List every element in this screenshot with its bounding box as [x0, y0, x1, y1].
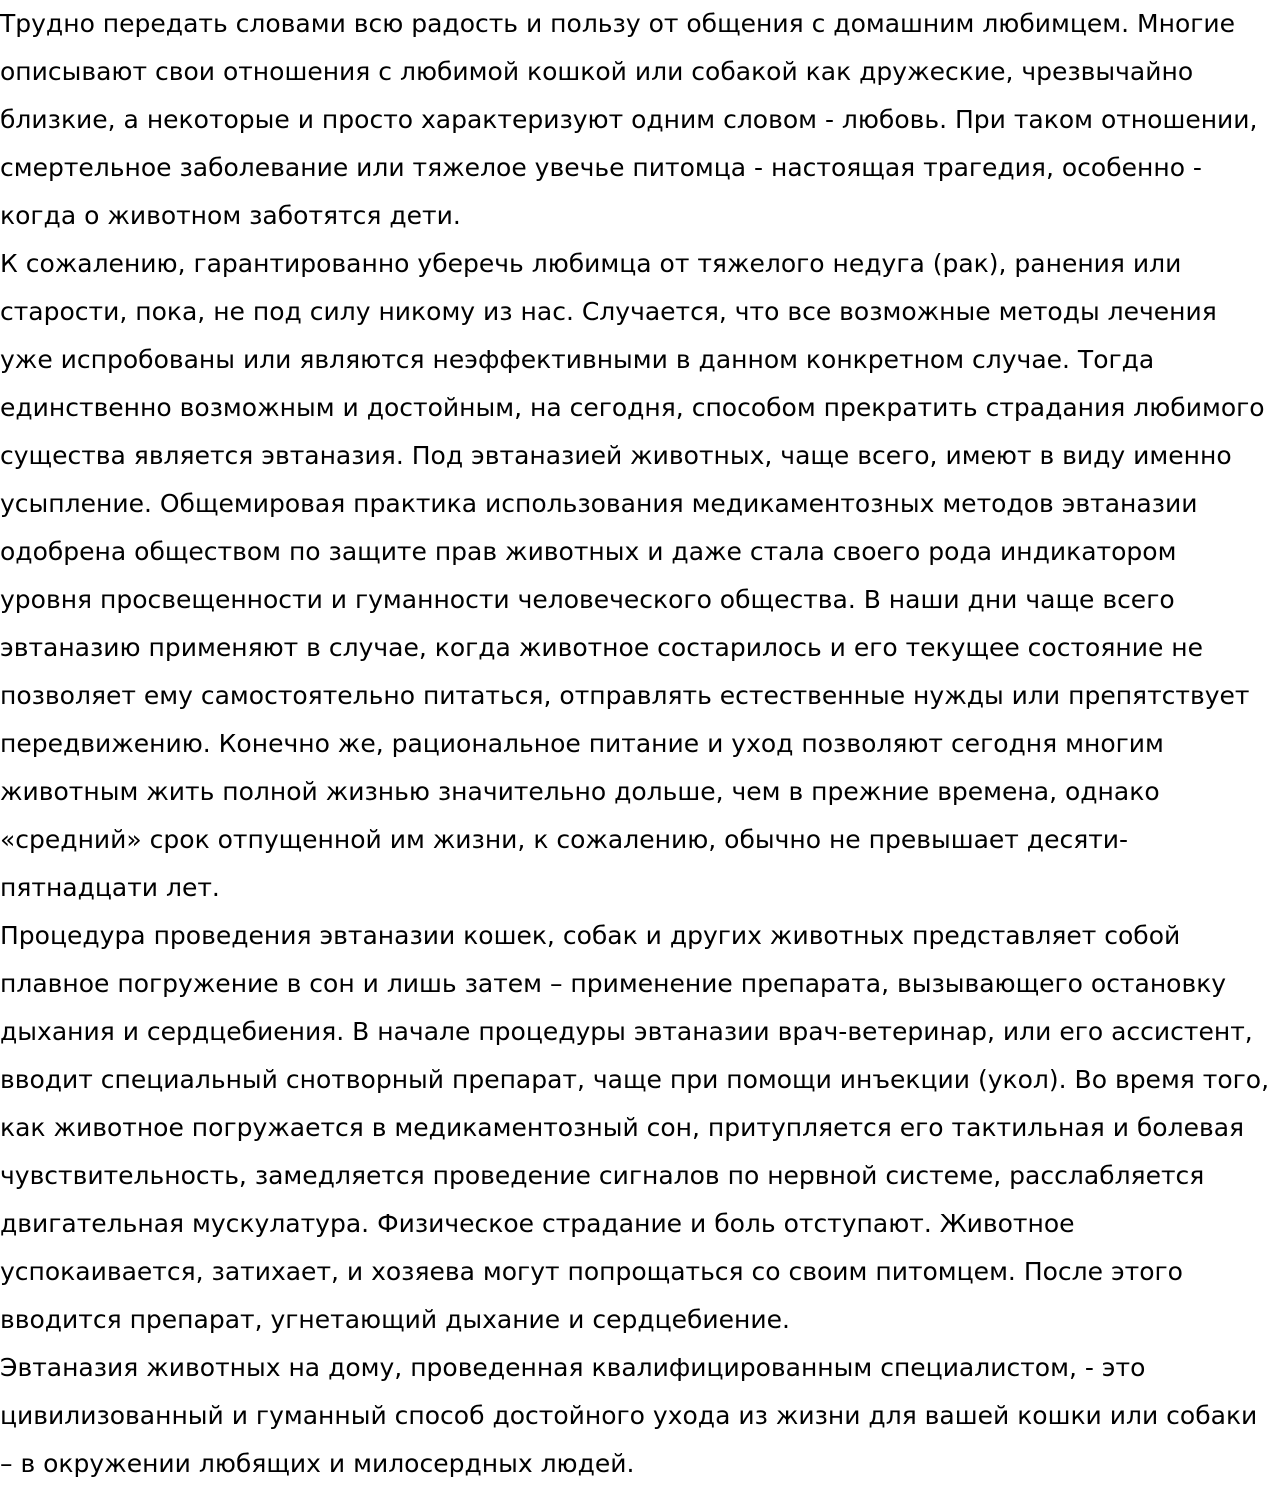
paragraph-conclusion: Эвтаназия животных на дому, проведенная квалифицированным специалистом, - это цивилизованный и гуманный способ достойного ухода из жизни для вашей кошки или собаки – в окружении любящих и милосердных людей.: [0, 1353, 1258, 1478]
paragraph-intro: Трудно передать словами всю радость и пользу от общения с домашним любимцем. Многие описывают свои отношения с любимой кошкой или собакой как дружеские, чрезвычайно близкие, а некоторые и просто характеризуют одним словом - любовь. При таком отношении, смертельное заболевание или тяжелое увечье питомца - настоящая трагедия, особенно - когда о животном заботятся дети.: [0, 9, 1258, 230]
paragraph-euthanasia-reasons: К сожалению, гарантированно уберечь любимца от тяжелого недуга (рак), ранения или старости, пока, не под силу никому из нас. Случается, что все возможные методы лечения уже испробованы или являются неэффективными в данном конкретном случае. Тогда единственно возможным и достойным, на сегодня, способом прекратить страдания любимого существа является эвтаназия. Под эвтаназией животных, чаще всего, имеют в виду именно усыпление. Общемировая практика использования медикаментозных методов эвтаназии одобрена обществом по защите прав животных и даже стала своего рода индикатором уровня просвещенности и гуманности человеческого общества. В наши дни чаще всего эвтаназию применяют в случае, когда животное состарилось и его текущее состояние не позволяет ему самостоятельно питаться, отправлять естественные нужды или препятствует передвижению. Конечно же, рациональное питание и уход позволяют сегодня многим животным жить полной жизнью значительно дольше, чем в прежние времена, однако «средний» срок отпущенной им жизни, к сожалению, обычно не превышает десяти-пятнадцати лет.: [0, 249, 1265, 902]
paragraph-procedure: Процедура проведения эвтаназии кошек, собак и других животных представляет собой плавное погружение в сон и лишь затем – применение препарата, вызывающего остановку дыхания и сердцебиения. В начале процедуры эвтаназии врач-ветеринар, или его ассистент, вводит специальный снотворный препарат, чаще при помощи инъекции (укол). Во время того, как животное погружается в медикаментозный сон, притупляется его тактильная и болевая чувствительность, замедляется проведение сигналов по нервной системе, расслабляется двигательная мускулатура. Физическое страдание и боль отступают. Животное успокаивается, затихает, и хозяева могут попрощаться со своим питомцем. После этого вводится препарат, угнетающий дыхание и сердцебиение.: [0, 921, 1270, 1334]
